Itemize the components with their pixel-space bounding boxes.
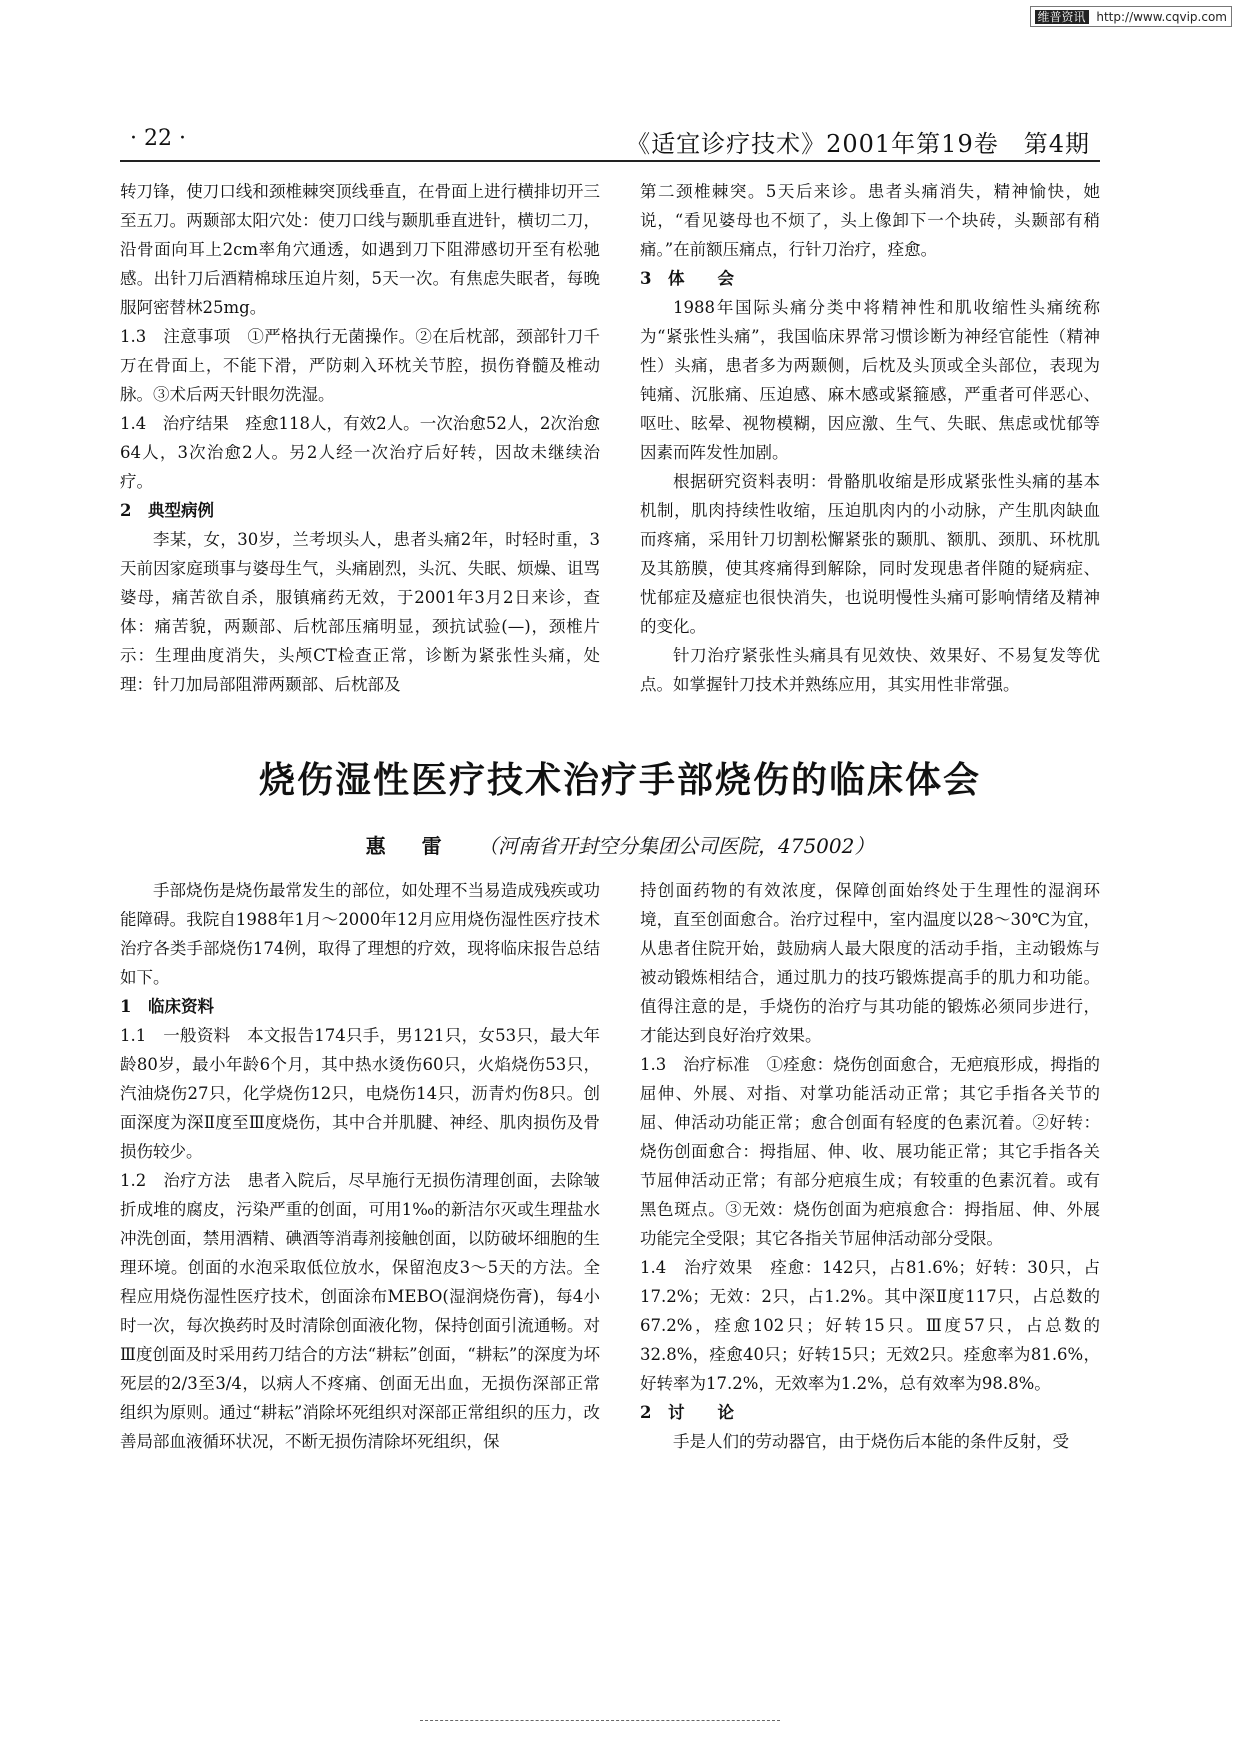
paragraph: 李某，女，30岁，兰考坝头人，患者头痛2年，时轻时重，3天前因家庭琐事与婆母生气，头痛剧烈，头沉、失眠、烦燥、诅骂婆母，痛苦欲自杀，服镇痛药无效，于2001年3月2日来诊，查体：痛苦貌，两颞部、后枕部压痛明显，颈抗试验(—)，颈椎片示：生理曲度消失，头颅CT检查正常，诊断为紧张性头痛，处理：针刀加局部阻滞两颞部、后枕部及 xyxy=(120,530,600,694)
paragraph: 1.4 治疗结果 痊愈118人，有效2人。一次治愈52人，2次治愈64人，3次治愈2人。另2人经一次治疗后好转，因故未继续治疗。 xyxy=(120,414,600,491)
section-heading: 3 体 会 xyxy=(640,269,734,288)
author-name: 惠 雷 xyxy=(365,834,450,858)
watermark xyxy=(1030,6,1232,27)
paragraph: 1.1 一般资料 本文报告174只手，男121只，女53只，最大年龄80岁，最小年龄6个月，其中热水烫伤60只，火焰烧伤53只，汽油烧伤27只，化学烧伤12只，电烧伤14只，沥青灼伤8只。创面深度为深Ⅱ度至Ⅲ度烧伤，其中合并肌腱、神经、肌肉损伤及骨损伤较少。 xyxy=(120,1026,600,1161)
paragraph: 1.3 注意事项 ①严格执行无菌操作。②在后枕部，颈部针刀千万在骨面上，不能下滑，严防刺入环枕关节腔，损伤脊髓及椎动脉。③术后两天针眼勿洗湿。 xyxy=(120,327,600,404)
watermark-brand: 维普资讯 xyxy=(1035,10,1089,24)
paragraph: 1988年国际头痛分类中将精神性和肌收缩性头痛统称为“紧张性头痛”，我国临床界常习惯诊断为神经官能性（精神性）头痛，患者多为两颞侧，后枕及头顶或全头部位，表现为钝痛、沉胀痛、压迫感、麻木感或紧箍感，严重者可伴恶心、呕吐、眩晕、视物模糊，因应激、生气、失眠、焦虑或忧郁等因素而阵发性加剧。 xyxy=(640,298,1100,462)
article-right-column xyxy=(640,876,1100,1456)
top-article-right-column xyxy=(640,177,1100,699)
paragraph: 第二颈椎棘突。5天后来诊。患者头痛消失，精神愉快，她说，“看见婆母也不烦了，头上像卸下一个块砖，头颞部有稍痛。”在前额压痛点，行针刀治疗，痊愈。 xyxy=(640,182,1100,259)
watermark-url[interactable]: http://www.cqvip.com xyxy=(1096,10,1227,24)
journal-citation: 《适宜诊疗技术》2001年第19卷 第4期 xyxy=(626,130,1090,158)
page-number: · 22 · xyxy=(130,126,186,151)
paragraph: 手是人们的劳动器官，由于烧伤后本能的条件反射，受 xyxy=(673,1432,1069,1451)
paragraph: 1.3 治疗标准 ①痊愈：烧伤创面愈合，无疤痕形成，拇指的屈伸、外展、对指、对掌功能活动正常；其它手指各关节的屈、伸活动功能正常；愈合创面有轻度的色素沉着。②好转：烧伤创面愈合：拇指屈、伸、收、展功能正常；其它手指各关节屈伸活动正常；有部分疤痕生成；有较重的色素沉着。或有黑色斑点。③无效：烧伤创面为疤痕愈合：拇指屈、伸、外展功能完全受限；其它各指关节屈伸活动部分受限。 xyxy=(640,1055,1100,1248)
footer-divider xyxy=(420,1720,780,1721)
article-left-column xyxy=(120,876,600,1456)
top-article-left-column xyxy=(120,177,600,699)
author-line xyxy=(0,830,1240,859)
paragraph: 1.2 治疗方法 患者入院后，尽早施行无损伤清理创面，去除皱折成堆的腐皮，污染严重的创面，可用1‰的新洁尔灭或生理盐水冲洗创面，禁用酒精、碘酒等消毒剂接触创面，以防破坏细胞的生理环境。创面的水泡采取低位放水，保留泡皮3～5天的方法。全程应用烧伤湿性医疗技术，创面涂布MEBO(湿润烧伤膏)，每4小时一次，每次换药时及时清除创面液化物，保持创面引流通畅。对Ⅲ度创面及时采用药刀结合的方法“耕耘”创面，“耕耘”的深度为坏死层的2/3至3/4，以病人不疼痛、创面无出血，无损伤深部正常组织为原则。通过“耕耘”消除坏死组织对深部正常组织的压力，改善局部血液循环状况，不断无损伤清除坏死组织，保 xyxy=(120,1171,600,1451)
paragraph: 手部烧伤是烧伤最常发生的部位，如处理不当易造成残疾或功能障碍。我院自1988年1月～2000年12月应用烧伤湿性医疗技术治疗各类手部烧伤174例，取得了理想的疗效，现将临床报告总结如下。 xyxy=(120,881,600,987)
paragraph: 转刀锋，使刀口线和颈椎棘突顶线垂直，在骨面上进行横排切开三至五刀。两颞部太阳穴处：使刀口线与颞肌垂直进针，横切二刀，沿骨面向耳上2cm率角穴通透，如遇到刀下阻滞感切开至有松驰感。出针刀后酒精棉球压迫片刻，5天一次。有焦虑失眠者，每晚服阿密替林25mg。 xyxy=(120,182,600,317)
section-heading: 2 典型病例 xyxy=(120,501,214,520)
paragraph: 根据研究资料表明：骨骼肌收缩是形成紧张性头痛的基本机制，肌肉持续性收缩，压迫肌肉内的小动脉，产生肌肉缺血而疼痛，采用针刀切割松懈紧张的颞肌、额肌、颈肌、环枕肌及其筋膜，使其疼痛得到解除，同时发现患者伴随的疑病症、忧郁症及癔症也很快消失，也说明慢性头痛可影响情绪及精神的变化。 xyxy=(640,472,1100,636)
section-heading: 2 讨 论 xyxy=(640,1403,734,1422)
article-title: 烧伤湿性医疗技术治疗手部烧伤的临床体会 xyxy=(258,759,981,801)
author-affiliation: （河南省开封空分集团公司医院，475002） xyxy=(478,834,875,858)
paragraph: 针刀治疗紧张性头痛具有见效快、效果好、不易复发等优点。如掌握针刀技术并熟练应用，其实用性非常强。 xyxy=(640,646,1100,694)
paragraph: 1.4 治疗效果 痊愈：142只，占81.6%；好转：30只，占17.2%；无效：2只，占1.2%。其中深Ⅱ度117只，占总数的67.2%，痊愈102只；好转15只。Ⅲ度57只，占总数的32.8%，痊愈40只；好转15只；无效2只。痊愈率为81.6%，好转率为17.2%，无效率为1.2%，总有效率为98.8%。 xyxy=(640,1258,1100,1393)
section-heading: 1 临床资料 xyxy=(120,997,214,1016)
paragraph: 持创面药物的有效浓度，保障创面始终处于生理性的湿润环境，直至创面愈合。治疗过程中，室内温度以28～30℃为宜，从患者住院开始，鼓励病人最大限度的活动手指，主动锻炼与被动锻炼相结合，通过肌力的技巧锻炼提高手的肌力和功能。值得注意的是，手烧伤的治疗与其功能的锻炼必须同步进行，才能达到良好治疗效果。 xyxy=(640,881,1100,1045)
page-header xyxy=(120,120,1100,162)
